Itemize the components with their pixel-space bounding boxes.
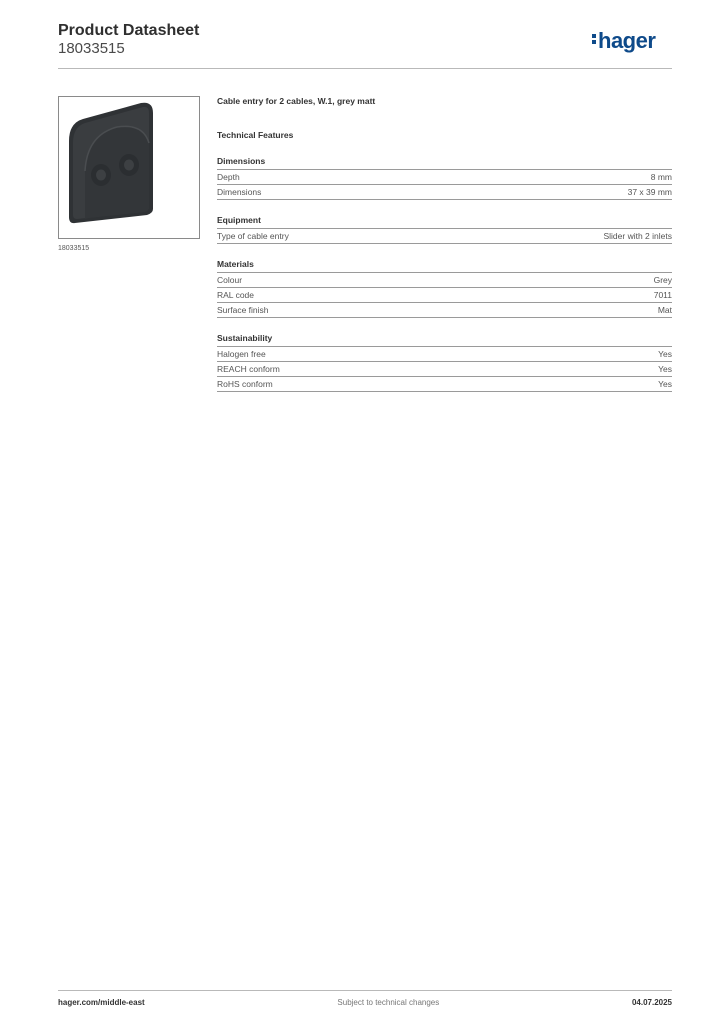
spec-label: Colour: [217, 275, 243, 285]
spec-value: Grey: [653, 275, 672, 285]
spec-label: Halogen free: [217, 349, 266, 359]
spec-value: 8 mm: [650, 172, 672, 182]
spec-value: Slider with 2 inlets: [603, 231, 672, 241]
spec-label: Surface finish: [217, 305, 269, 315]
spec-row: [217, 377, 672, 392]
section-dimensions: [217, 156, 672, 200]
section-equipment: [217, 215, 672, 244]
spec-row: [217, 170, 672, 185]
spec-row: [217, 362, 672, 377]
footer-date: 04.07.2025: [631, 998, 672, 1007]
product-specs: [217, 96, 672, 392]
spec-row: [217, 303, 672, 318]
spec-label: RoHS conform: [217, 379, 273, 389]
product-description: Cable entry for 2 cables, W.1, grey matt: [217, 96, 376, 106]
spec-label: RAL code: [217, 290, 255, 300]
section-heading: Sustainability: [217, 333, 672, 347]
hager-logo: [592, 28, 655, 54]
spec-row: [217, 229, 672, 244]
product-image: [58, 96, 200, 239]
spec-row: [217, 185, 672, 200]
section-heading: Equipment: [217, 215, 672, 229]
spec-value: Mat: [657, 305, 672, 315]
page-title: Product Datasheet: [58, 22, 200, 39]
spec-label: REACH conform: [217, 364, 280, 374]
spec-label: Dimensions: [217, 187, 262, 197]
image-caption: 18033515: [58, 245, 90, 252]
spec-value: Yes: [658, 364, 672, 374]
spec-row: [217, 347, 672, 362]
datasheet-header: [58, 22, 199, 58]
technical-features-heading: Technical Features: [217, 130, 294, 140]
footer-notice: Subject to technical changes: [337, 998, 440, 1007]
spec-value: Yes: [658, 349, 672, 359]
page-footer: [58, 998, 672, 1007]
cable-entry-product-icon: [59, 97, 199, 238]
spec-value: 37 x 39 mm: [627, 187, 672, 197]
spec-row: [217, 288, 672, 303]
section-heading: Materials: [217, 259, 672, 273]
spec-row: [217, 273, 672, 288]
spec-label: Depth: [217, 172, 240, 182]
product-code: 18033515: [58, 40, 125, 57]
section-materials: [217, 259, 672, 318]
header-divider: [58, 68, 672, 69]
spec-value: Yes: [658, 379, 672, 389]
spec-value: 7011: [653, 290, 672, 300]
section-sustainability: [217, 333, 672, 392]
logo-dots-icon: [592, 32, 597, 46]
logo-text: hager: [598, 28, 656, 53]
section-heading: Dimensions: [217, 156, 672, 170]
spec-label: Type of cable entry: [217, 231, 289, 241]
footer-website-link[interactable]: hager.com/middle-east: [58, 998, 145, 1007]
footer-divider: [58, 990, 672, 991]
